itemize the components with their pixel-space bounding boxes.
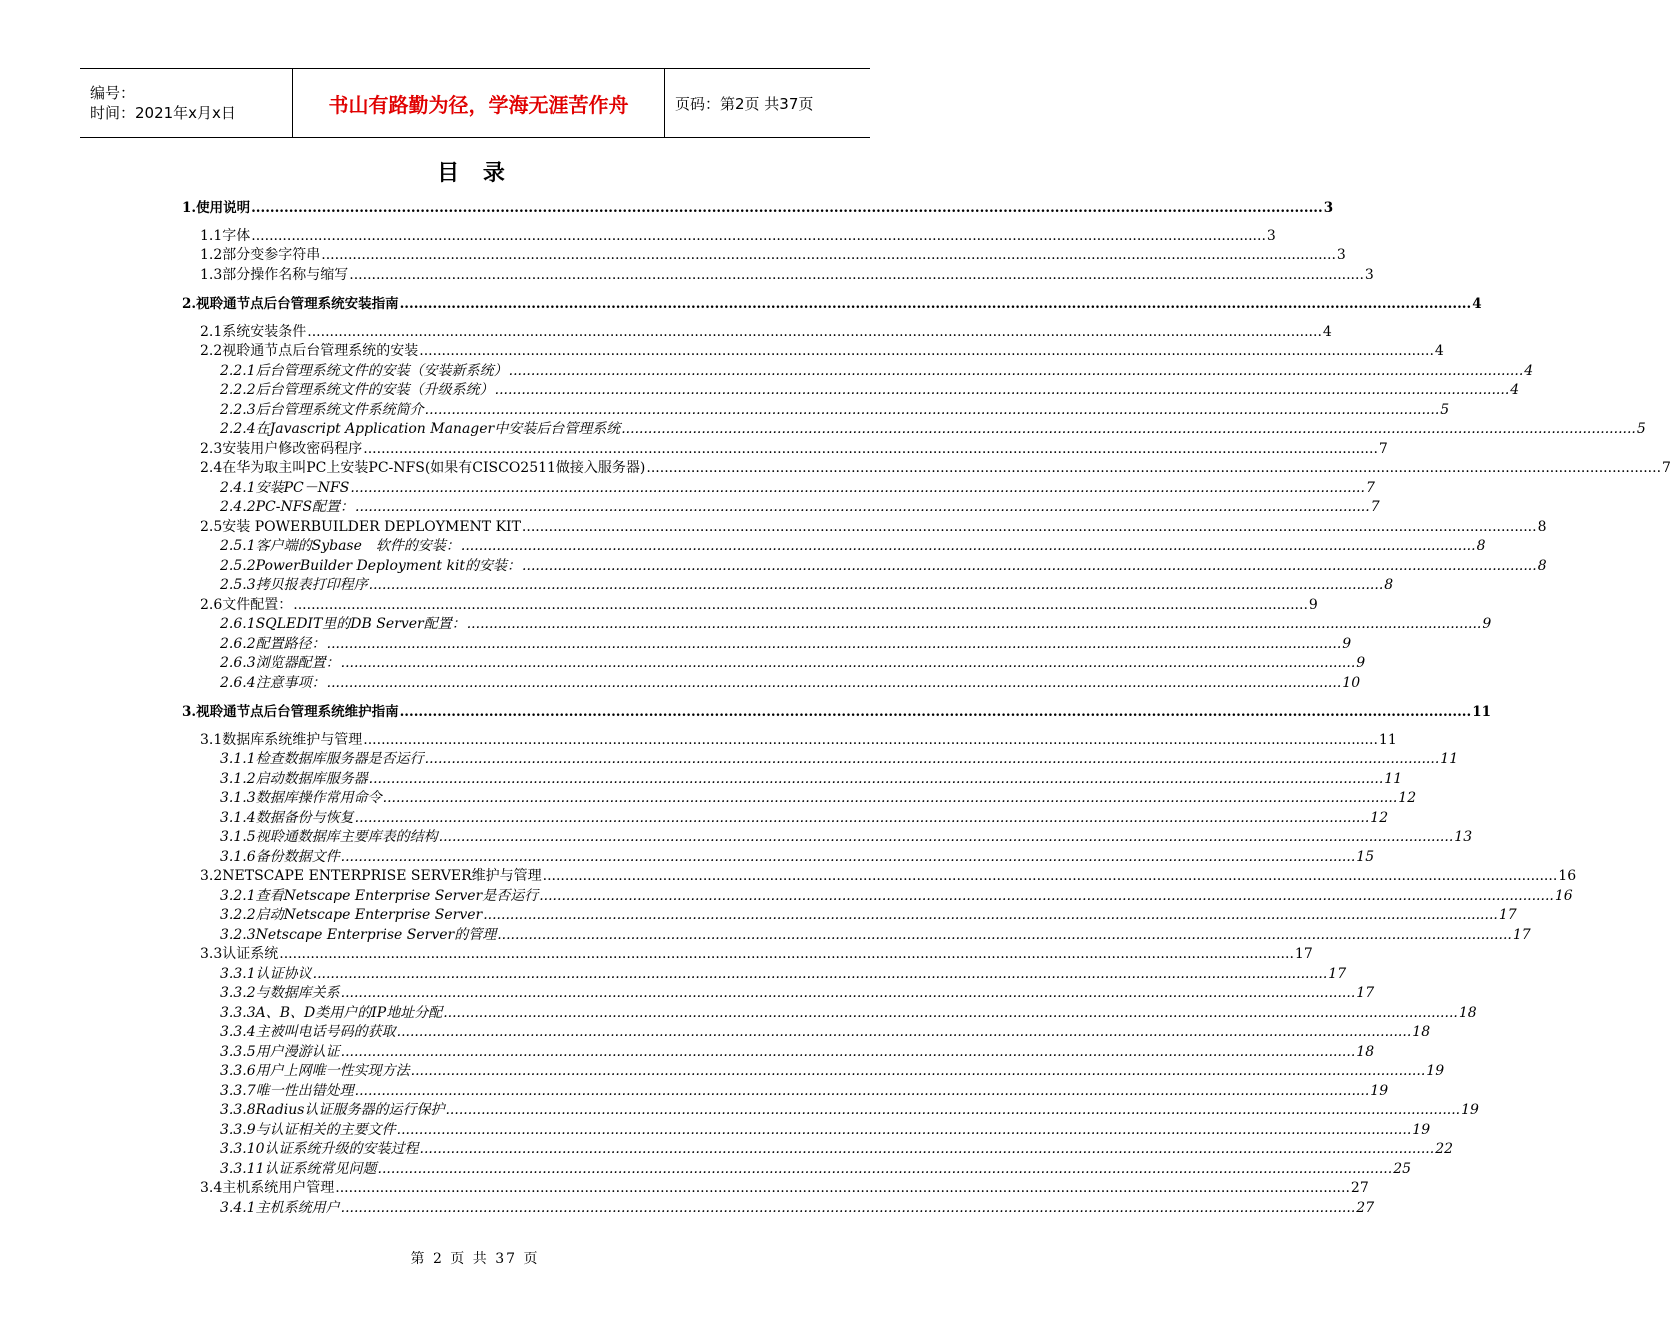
toc-entry[interactable] [182,196,1334,216]
toc-entry[interactable] [182,963,1347,982]
toc-entry[interactable] [182,729,1397,748]
toc-entry-number: 2.6.2 [220,635,256,652]
toc-leader-dots [445,1102,1460,1118]
toc-entry-number: 2.1 [200,323,223,340]
toc-entry-text: 认证系统升级的安装过程 [264,1141,419,1157]
toc-entry-number: 3.3 [200,946,223,962]
toc-leader-dots [363,441,1378,457]
toc-entry-number: 2.6.1 [220,616,256,632]
toc-entry-number: 2.3 [200,440,223,457]
toc-entry-text: Netscape Enterprise Server的管理 [255,926,497,943]
toc-entry-page: 18 [1356,1043,1375,1060]
toc-entry-text: 数据库操作常用命令 [255,790,382,806]
toc-leader-dots [251,200,1323,216]
toc-entry-page: 27 [1356,1199,1375,1216]
header-motto [293,69,665,137]
toc-entry-text: 检查数据库服务器是否运行 [255,751,424,767]
toc-entry[interactable] [182,574,1394,593]
toc-entry-page: 13 [1454,829,1473,845]
toc-entry[interactable] [182,321,1332,340]
toc-entry[interactable] [182,340,1444,359]
toc-entry-page: 5 [1440,401,1450,418]
toc-entry-text: 安装用户修改密码程序 [222,440,363,457]
toc-entry-number: 3.1.6 [220,848,256,865]
toc-leader-dots [483,907,1498,923]
toc-entry-text: 数据备份与恢复 [255,809,354,826]
toc-entry-page: 7 [1662,460,1671,476]
toc-entry-text: 系统安装条件 [222,323,307,340]
toc-entry-page: 17 [1328,965,1347,982]
toc-entry-text: NETSCAPE ENTERPRISE SERVER维护与管理 [222,868,542,884]
toc-entry-page: 19 [1426,1063,1445,1079]
toc-entry-text: 与数据库关系 [255,985,340,1001]
toc-leader-dots [349,267,1364,283]
toc-entry-number: 3.2.1 [220,887,256,904]
toc-entry-page: 8 [1537,557,1547,574]
toc-entry-text: 使用说明 [196,200,251,216]
toc-entry-number: 3.3.5 [220,1043,256,1060]
toc-leader-dots [425,402,1440,418]
toc-entry[interactable] [182,360,1534,379]
toc-leader-dots [646,460,1661,476]
toc-leader-dots [543,868,1558,884]
toc-entry[interactable] [182,516,1547,535]
toc-entry-number: 2.5 [200,518,223,535]
toc-entry-number: 3.3.8 [220,1102,256,1118]
toc-entry[interactable] [182,1177,1369,1196]
toc-entry-number: 1.3 [200,266,223,283]
toc-entry-page: 19 [1412,1121,1431,1138]
toc-entry[interactable] [182,1080,1389,1099]
toc-entry-page: 17 [1294,946,1313,962]
toc-entry-page: 19 [1461,1102,1479,1118]
toc-leader-dots [341,1200,1356,1216]
toc-entry-page: 17 [1498,907,1517,923]
toc-entry-page: 16 [1558,868,1577,884]
toc-entry-number: 2.4.2 [220,499,256,515]
header-page-label: 页码：第2页 共37页 [675,94,814,113]
toc-entry-number: 3.2 [200,868,223,884]
toc-entry[interactable] [182,885,1573,904]
toc-entry-number: 2.2.2 [220,382,256,398]
toc-entry[interactable] [182,1138,1454,1157]
toc-entry-number: 2.5.2 [220,557,256,574]
toc-entry-text: 后台管理系统文件的安装（升级系统） [255,382,494,398]
toc-entry-page: 11 [1378,731,1397,748]
toc-entry-text: 主机系统用户管理 [222,1180,335,1196]
toc-entry[interactable] [182,477,1375,496]
toc-entry-page: 4 [1434,343,1444,359]
toc-entry-text: 唯一性出错处理 [255,1082,354,1099]
toc-leader-dots [307,324,1322,340]
toc-leader-dots [397,1024,1412,1040]
toc-leader-dots [341,655,1356,671]
toc-leader-dots [369,577,1384,593]
toc-entry[interactable] [182,787,1417,806]
toc-entry-number: 2.4 [200,460,223,476]
toc-entry-page: 12 [1370,809,1389,826]
toc-leader-dots [279,946,1294,962]
toc-entry-text: 注意事项： [255,674,326,691]
page-footer: 第 2 页 共 37 页 [410,1251,540,1267]
toc-entry-page: 5 [1636,421,1646,437]
toc-entry-page: 3 [1364,266,1374,283]
toc-leader-dots [355,499,1370,515]
toc-entry-text: PC-NFS配置： [255,499,355,515]
toc-leader-dots [443,1005,1458,1021]
toc-entry-number: 3.3.10 [220,1141,265,1157]
toc-leader-dots [419,343,1434,359]
toc-entry-text: 安装PC－NFS [255,479,350,496]
toc-entry-page: 27 [1350,1180,1369,1196]
toc-entry-text: Radius认证服务器的运行保护 [255,1102,445,1118]
toc-entry-page: 9 [1342,635,1352,652]
toc-entry-text: 认证系统常见问题 [264,1160,377,1177]
toc-leader-dots [341,985,1356,1001]
toc-leader-dots [293,597,1308,613]
toc-entry-number: 3.3.2 [220,985,256,1001]
toc-entry[interactable] [182,768,1403,787]
toc-entry[interactable] [182,672,1361,691]
toc-entry-number: 3.4.1 [220,1199,256,1216]
toc-leader-dots [439,829,1454,845]
toc-entry-page: 7 [1370,499,1380,515]
toc-entry[interactable] [182,807,1389,826]
toc-entry[interactable] [182,264,1374,283]
toc-entry-text: 主被叫电话号码的获取 [255,1024,396,1040]
toc-leader-dots [400,704,1472,720]
toc-entry[interactable] [182,652,1366,671]
toc-entry-page: 10 [1342,674,1361,691]
toc-entry-number: 3.3.7 [220,1082,256,1099]
toc-entry-text: 字体 [222,227,251,244]
toc-leader-dots [355,1083,1370,1099]
toc-entry-text: 部分操作名称与缩写 [222,266,349,283]
toc-entry-text: 部分变参字符串 [222,247,321,263]
toc-entry-number: 3.3.11 [220,1160,265,1177]
toc-entry[interactable] [182,1119,1431,1138]
toc-leader-dots [461,538,1476,554]
toc-entry[interactable] [182,555,1547,574]
toc-entry-text: 浏览器配置： [255,655,340,671]
toc-leader-dots [425,751,1440,767]
toc-entry-page: 8 [1384,577,1394,593]
toc-entry-text: 用户上网唯一性实现方法 [255,1063,410,1079]
toc-entry-number: 3.1.3 [220,790,256,806]
toc-entry-page: 8 [1537,518,1547,535]
toc-entry[interactable] [182,535,1486,554]
toc-entry-page: 7 [1378,440,1388,457]
toc-entry-page: 11 [1440,751,1459,767]
toc-leader-dots [400,296,1472,312]
toc-entry-text: 备份数据文件 [255,848,340,865]
toc-leader-dots [621,421,1636,437]
toc-entry-page: 4 [1524,362,1534,379]
header-meta [80,69,293,137]
toc-leader-dots [411,1063,1426,1079]
toc-entry-number: 2.6.4 [220,674,256,691]
toc-entry-number: 2.2 [200,343,223,359]
toc-entry[interactable] [182,633,1352,652]
toc-entry[interactable] [182,379,1520,398]
toc-entry[interactable] [182,1158,1412,1177]
toc-entry-number: 2.2.3 [220,401,256,418]
toc-leader-dots [495,382,1510,398]
toc-entry-text: 数据库系统维护与管理 [222,731,363,748]
toc-entry-text: 启动数据库服务器 [255,770,368,787]
toc-leader-dots [397,1122,1412,1138]
toc-entry-page: 15 [1356,848,1375,865]
toc-leader-dots [497,927,1512,943]
toc-entry[interactable] [182,700,1491,720]
toc-title: 目 录 [437,161,513,186]
toc-leader-dots [522,519,1537,535]
toc-leader-dots [341,849,1356,865]
toc-entry-text: 在Javascript Application Manager中安装后台管理系统 [255,421,621,437]
toc-leader-dots [539,888,1554,904]
toc-entry-number: 3.1.5 [220,829,256,845]
toc-leader-dots [420,1141,1435,1157]
toc-entry[interactable] [182,1197,1375,1216]
toc-entry-text: 视聆通节点后台管理系统的安装 [222,343,419,359]
toc-entry-page: 9 [1482,616,1492,632]
toc-entry-page: 4 [1472,296,1482,312]
toc-entry-page: 25 [1393,1160,1412,1177]
toc-entry-text: 启动Netscape Enterprise Server [255,907,483,923]
toc-entry[interactable] [182,1099,1479,1118]
number-label: 编号： [90,84,136,102]
toc-leader-dots [467,616,1482,632]
toc-entry-page: 18 [1412,1024,1431,1040]
toc-entry[interactable] [182,244,1346,263]
toc-entry-number: 3.1.2 [220,770,256,787]
toc-entry[interactable] [182,457,1671,476]
toc-leader-dots [369,771,1384,787]
toc-entry[interactable] [182,924,1531,943]
toc-leader-dots [378,1161,1393,1177]
toc-entry[interactable] [182,865,1577,884]
toc-entry-text: 后台管理系统文件系统简介 [255,401,424,418]
toc-entry[interactable] [182,904,1517,923]
toc-entry[interactable] [182,943,1313,962]
toc-entry[interactable] [182,438,1388,457]
toc-leader-dots [355,810,1370,826]
toc-entry-number: 3.3.6 [220,1063,256,1079]
toc-entry-text: 拷贝报表打印程序 [255,577,368,593]
toc-entry-number: 2.6.3 [220,655,256,671]
toc-entry-number: 3.1.1 [220,751,256,767]
toc-leader-dots [383,790,1398,806]
toc-entry-page: 17 [1356,985,1375,1001]
toc-leader-dots [363,732,1378,748]
toc-entry-text: 安装 POWERBUILDER DEPLOYMENT KIT [222,518,521,535]
toc-entry-number: 1. [182,200,197,216]
motto-text: 书山有路勤为径，学海无涯苦作舟 [328,92,629,117]
toc-entry-text: 认证系统 [222,946,279,962]
toc-entry-number: 2.6 [200,596,223,613]
toc-entry-number: 1.1 [200,227,223,244]
toc-entry-number: 2.5.1 [220,538,256,554]
toc-entry[interactable] [182,1021,1431,1040]
toc-entry-page: 19 [1370,1082,1389,1099]
toc-entry[interactable] [182,748,1459,767]
toc-entry-number: 3.1 [200,731,223,748]
toc-entry-page: 4 [1510,382,1520,398]
toc-entry-number: 2.2.4 [220,421,256,437]
toc-entry-text: 主机系统用户 [255,1199,340,1216]
toc-entry-text: 查看Netscape Enterprise Server是否运行 [255,887,539,904]
toc-leader-dots [509,363,1524,379]
toc-entry-page: 17 [1512,926,1531,943]
page-header [80,68,870,138]
toc-entry-page: 22 [1435,1141,1454,1157]
toc-entry-text: 视聆通数据库主要库表的结构 [255,829,438,845]
toc-entry-text: 在华为取主叫PC上安装PC-NFS(如果有CISCO2511做接入服务器) [222,460,646,476]
toc-leader-dots [321,247,1336,263]
toc-entry-page: 3 [1323,200,1334,216]
toc-entry-text: A、B、D类用户的IP地址分配 [255,1004,443,1021]
toc-entry-number: 3.3.3 [220,1004,256,1021]
toc-entry[interactable] [182,1041,1375,1060]
toc-entry-text: SQLEDIT里的DB Server配置： [255,616,466,632]
toc-entry-page: 3 [1266,227,1276,244]
toc-entry-text: 文件配置： [222,596,293,613]
toc-entry[interactable] [182,826,1473,845]
toc-entry-number: 2.2.1 [220,362,256,379]
toc-entry-page: 9 [1308,596,1318,613]
toc-entry-text: 后台管理系统文件的安装（安装新系统） [255,362,508,379]
toc-leader-dots [327,636,1342,652]
toc-entry[interactable] [182,594,1318,613]
toc-entry[interactable] [182,1002,1477,1021]
toc-entry-page: 9 [1356,655,1366,671]
toc-entry-text: 客户端的Sybase 软件的安装： [255,538,460,554]
toc-entry-number: 3.3.4 [220,1024,256,1040]
toc-entry-page: 8 [1476,538,1486,554]
toc-entry[interactable] [182,846,1375,865]
toc-leader-dots [313,966,1328,982]
toc-entry-number: 1.2 [200,247,223,263]
toc-entry[interactable] [182,292,1482,312]
toc-entry[interactable] [182,613,1492,632]
toc-entry-text: PowerBuilder Deployment kit的安装： [255,557,522,574]
toc-entry-number: 3.3.9 [220,1121,256,1138]
toc-leader-dots [522,558,1537,574]
toc-entry-page: 11 [1384,770,1403,787]
time-label: 时间：2021年x月x日 [90,104,236,122]
toc-entry-text: 用户漫游认证 [255,1043,340,1060]
toc-entry[interactable] [182,399,1450,418]
toc-entry-number: 2.5.3 [220,577,256,593]
toc-entry-page: 11 [1472,704,1491,720]
toc-leader-dots [327,675,1342,691]
toc-entry-number: 3.2.3 [220,926,256,943]
toc-leader-dots [341,1044,1356,1060]
toc-entry-text: 配置路径： [255,635,326,652]
toc-entry-number: 3.4 [200,1180,223,1196]
toc-leader-dots [251,228,1266,244]
toc-entry[interactable] [182,496,1380,515]
toc-entry-page: 18 [1458,1004,1477,1021]
toc-entry-number: 3.1.4 [220,809,256,826]
toc-entry-page: 3 [1336,247,1346,263]
toc-entry[interactable] [182,1060,1445,1079]
toc-leader-dots [335,1180,1350,1196]
toc-entry-text: 与认证相关的主要文件 [255,1121,396,1138]
toc-entry-text: 认证协议 [255,965,312,982]
toc-entry[interactable] [182,418,1646,437]
toc-entry-text: 视聆通节点后台管理系统维护指南 [196,704,399,720]
toc-entry-text: 视聆通节点后台管理系统安装指南 [196,296,399,312]
toc-entry-page: 7 [1365,479,1375,496]
toc-entry-number: 3.3.1 [220,965,256,982]
toc-entry-page: 12 [1398,790,1417,806]
toc-entry-page: 16 [1554,887,1573,904]
toc-entry-page: 4 [1322,323,1332,340]
toc-entry-number: 2. [182,296,197,312]
toc-entry-number: 3. [182,704,197,720]
toc-entry[interactable] [182,982,1375,1001]
toc-leader-dots [350,480,1365,496]
toc-entry-number: 3.2.2 [220,907,256,923]
toc-entry[interactable] [182,225,1276,244]
toc-entry-number: 2.4.1 [220,479,256,496]
